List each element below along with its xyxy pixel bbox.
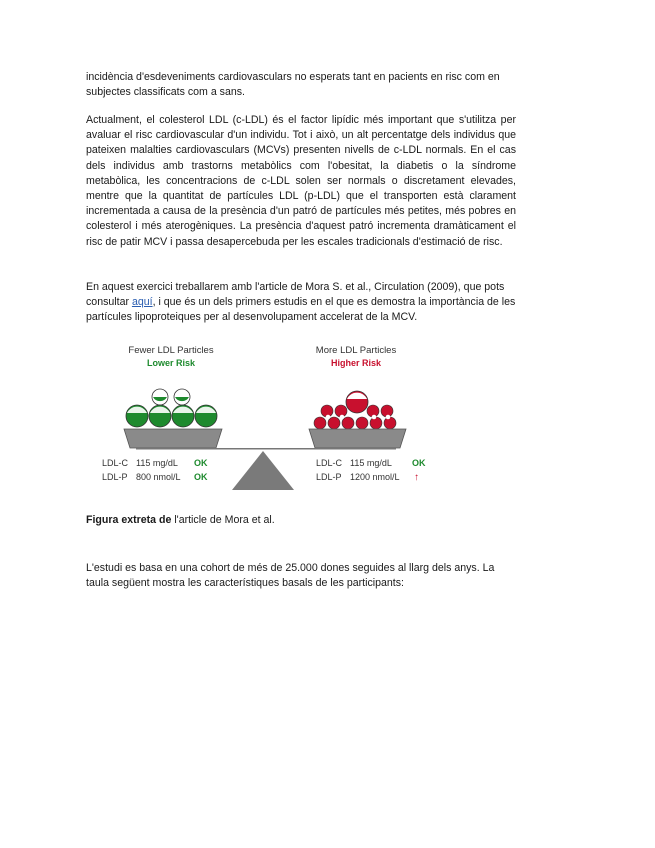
left-ldl-p-status: OK bbox=[194, 472, 208, 482]
right-values bbox=[316, 458, 426, 483]
ldl-balance-figure bbox=[96, 340, 426, 500]
exercise-paragraph bbox=[86, 280, 516, 326]
left-tray bbox=[124, 429, 222, 448]
ldl-particle bbox=[314, 417, 326, 429]
right-risk: Higher Risk bbox=[330, 358, 382, 368]
balance-illustration bbox=[96, 340, 426, 500]
right-ldl-c-value: 115 mg/dL bbox=[350, 458, 392, 468]
ldl-particle bbox=[386, 415, 391, 420]
study-paragraph: L'estudi es basa en una cohort de més de 25.000 dones seguides al llarg dels anys. La taula següent mostra les característiques basals de les participants: bbox=[86, 562, 495, 590]
ldl-particle bbox=[384, 417, 396, 429]
left-ldl-p-value: 800 nmol/L bbox=[136, 472, 181, 482]
right-tray bbox=[309, 429, 406, 448]
intro-paragraph: incidència d'esdeveniments cardiovasculars no esperats tant en pacients en risc com en subjectes classificats com a sans. bbox=[86, 71, 500, 99]
right-ldl-c-label: LDL-C bbox=[316, 458, 343, 468]
ldl-particle bbox=[372, 415, 377, 420]
ldl-paragraph: Actualment, el colesterol LDL (c-LDL) és el factor lipídic més important que s'utilitza per avaluar el risc cardiovascular d'un individu. Tot i això, un alt percentatge dels individus que pateixen malalties cardiovasculars (MCVs) presenten nivells de c-LDL normals. En el cas dels individus amb trastorns metabòlics com l'obesitat, la diabetis o la síndrome metabòlica, les concentracions de c-LDL solen ser normals o discretament elevades, mentre que la quantitat de partícules LDL (p-LDL) que el transporten està clarament incrementada a causa de la presència d'un patró de partícules més petites, més pobres en colesterol i més aterogèniques. La presència d'aquest patró incrementa dramàticament el risc de patir MCV i passa desapercebuda per les escales tradicionals d'estimació de risc. bbox=[86, 114, 516, 248]
ldl-particle bbox=[326, 415, 331, 420]
right-particles bbox=[314, 391, 396, 429]
up-arrow-icon: ↑ bbox=[414, 472, 419, 483]
figure-caption bbox=[86, 514, 275, 526]
caption-bold: Figura extreta de bbox=[86, 514, 172, 526]
fulcrum bbox=[232, 451, 294, 490]
caption-rest: l'article de Mora et al. bbox=[171, 514, 275, 526]
right-ldl-c-status: OK bbox=[412, 458, 426, 468]
ldl-particle bbox=[328, 417, 340, 429]
left-particles bbox=[126, 389, 217, 427]
right-title: More LDL Particles bbox=[315, 345, 397, 356]
balance-beam bbox=[136, 448, 396, 450]
left-ldl-p-label: LDL-P bbox=[102, 472, 128, 482]
left-ldl-c-status: OK bbox=[194, 458, 208, 468]
left-title: Fewer LDL Particles bbox=[128, 345, 214, 356]
right-ldl-p-label: LDL-P bbox=[316, 472, 342, 482]
ldl-particle bbox=[340, 415, 345, 420]
left-ldl-c-value: 115 mg/dL bbox=[136, 458, 178, 468]
ldl-particle bbox=[370, 417, 382, 429]
exercise-text-before: En aquest exercici treballarem amb l'article de Mora S. et al., Circulation (2009), que pots consultar bbox=[86, 281, 505, 309]
exercise-text-after: , i que és un dels primers estudis en el que es demostra la importància de les partícules lipoproteiques per al desenvolupament accelerat de la MCV. bbox=[86, 296, 516, 324]
left-risk: Lower Risk bbox=[146, 358, 196, 368]
left-ldl-c-label: LDL-C bbox=[102, 458, 129, 468]
left-values bbox=[102, 458, 208, 482]
ldl-particle bbox=[342, 417, 354, 429]
article-link[interactable]: aquí bbox=[131, 296, 153, 309]
right-ldl-p-value: 1200 nmol/L bbox=[350, 472, 400, 482]
ldl-particle bbox=[356, 417, 368, 429]
